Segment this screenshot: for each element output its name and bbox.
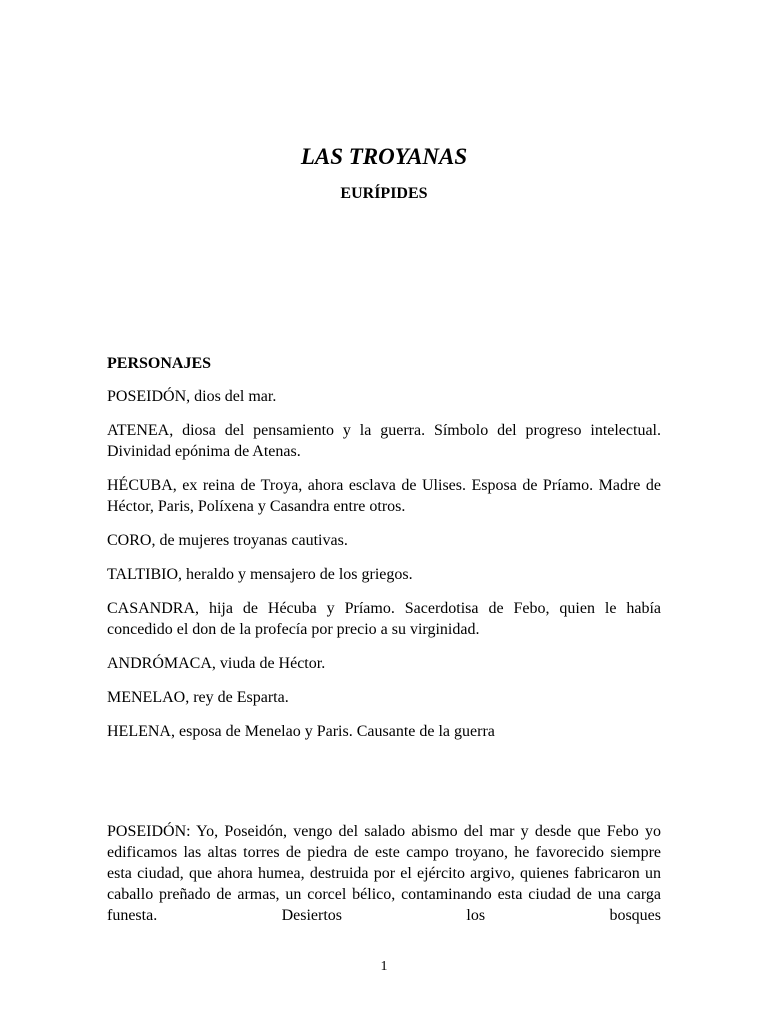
section-heading-personajes: PERSONAJES [107,355,212,372]
character-entry: CORO, de mujeres troyanas cautivas. [107,532,348,549]
speech-paragraph: POSEIDÓN: Yo, Poseidón, vengo del salado abismo del mar y desde que Febo yo edificamos las altas torres de piedra de este campo troyano, he favorecido siempre esta ciudad, que ahora humea, destruida por el ejército argivo, quienes fabricaron un caballo preñado de armas, un corcel bélico, contaminando esta ciudad de una carga funesta. Desiertos los bosques [107,823,661,924]
character-entry: ANDRÓMACA, viuda de Héctor. [107,655,326,672]
character-entry: MENELAO, rey de Esparta. [107,689,289,706]
character-entry: ATENEA, diosa del pensamiento y la guerra. Símbolo del progreso intelectual. Divinidad epónima de Atenas. [107,422,661,460]
speech-paragraph-container [107,821,661,926]
document-author: EURÍPIDES [340,185,428,202]
character-entry: CASANDRA, hija de Hécuba y Príamo. Sacerdotisa de Febo, quien le había concedido el don de la profecía por precio a su virginidad. [107,600,661,638]
character-entry: HELENA, esposa de Menelao y Paris. Causante de la guerra [107,723,495,740]
character-entry: POSEIDÓN, dios del mar. [107,388,277,405]
character-entry: TALTIBIO, heraldo y mensajero de los griegos. [107,566,413,583]
page-number: 1 [380,959,388,974]
document-title: LAS TROYANAS [300,144,468,169]
character-entry: HÉCUBA, ex reina de Troya, ahora esclava de Ulises. Esposa de Príamo. Madre de Héctor, Paris, Políxena y Casandra entre otros. [107,477,661,515]
character-list [107,386,661,755]
